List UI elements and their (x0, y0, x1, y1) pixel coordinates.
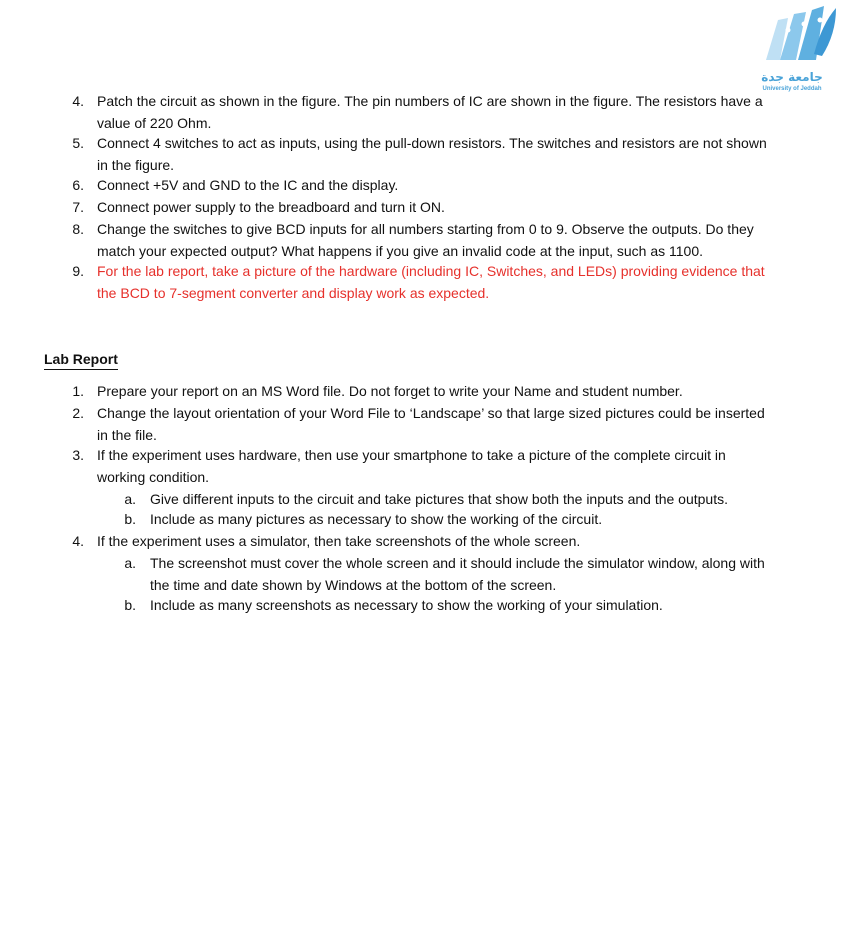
report-subitem-text: Include as many screenshots as necessary to show the working of your simulation. (150, 597, 663, 613)
report-subitem-letter: a. (124, 491, 136, 507)
report-item-text: Prepare your report on an MS Word file. Do not forget to write your Name and student number. (97, 383, 683, 399)
report-subitem-text: the time and date shown by Windows at the bottom of the screen. (150, 577, 557, 593)
report-item-text: Change the layout orientation of your Word File to ‘Landscape’ so that large sized pictures could be inserted (97, 405, 765, 421)
procedure-item-text: in the figure. (97, 157, 175, 173)
university-logo (752, 4, 842, 94)
report-subitem-text: Give different inputs to the circuit and take pictures that show both the inputs and the outputs. (150, 491, 728, 507)
report-subitem-letter: a. (124, 555, 136, 571)
report-item-number: 1. (72, 383, 84, 399)
report-item-number: 2. (72, 405, 84, 421)
report-item-number: 4. (72, 533, 84, 549)
procedure-item-text: match your expected output? What happens if you give an invalid code at the input, such as 1100. (97, 243, 704, 259)
procedure-item-number: 9. (72, 263, 84, 279)
procedure-item-text-highlighted: the BCD to 7-segment converter and display work as expected. (97, 285, 490, 301)
lab-report-heading: Lab Report (44, 349, 118, 370)
procedure-item-text-highlighted: For the lab report, take a picture of the hardware (including IC, Switches, and LEDs) providing evidence that (97, 263, 765, 279)
report-subitem-letter: b. (124, 511, 136, 527)
procedure-item-number: 7. (72, 199, 84, 215)
report-item-number: 3. (72, 447, 84, 463)
report-subitem-text: The screenshot must cover the whole screen and it should include the simulator window, along with (150, 555, 765, 571)
logo-arabic-name: جامعة جدة (761, 70, 823, 84)
procedure-item-number: 5. (72, 135, 84, 151)
procedure-item-number: 4. (72, 93, 84, 109)
procedure-item-text: Change the switches to give BCD inputs for all numbers starting from 0 to 9. Observe the outputs. Do they (97, 221, 754, 237)
report-item-text: in the file. (97, 427, 157, 443)
procedure-item-number: 8. (72, 221, 84, 237)
procedure-item-text: Connect 4 switches to act as inputs, using the pull-down resistors. The switches and resistors are not shown (97, 135, 767, 151)
report-item-text: If the experiment uses hardware, then use your smartphone to take a picture of the complete circuit in (97, 447, 726, 463)
logo-english-name: University of Jeddah (762, 86, 822, 92)
logo-emblem-icon (758, 4, 838, 66)
report-subitem-text: Include as many pictures as necessary to show the working of the circuit. (150, 511, 603, 527)
report-item-text: If the experiment uses a simulator, then take screenshots of the whole screen. (97, 533, 581, 549)
report-subitem-letter: b. (124, 597, 136, 613)
procedure-item-text: Connect +5V and GND to the IC and the display. (97, 177, 399, 193)
procedure-item-text: value of 220 Ohm. (97, 115, 212, 131)
procedure-item-number: 6. (72, 177, 84, 193)
procedure-item-text: Patch the circuit as shown in the figure. The pin numbers of IC are shown in the figure. The resistors have a (97, 93, 763, 109)
report-item-text: working condition. (97, 469, 210, 485)
procedure-item-text: Connect power supply to the breadboard and turn it ON. (97, 199, 445, 215)
